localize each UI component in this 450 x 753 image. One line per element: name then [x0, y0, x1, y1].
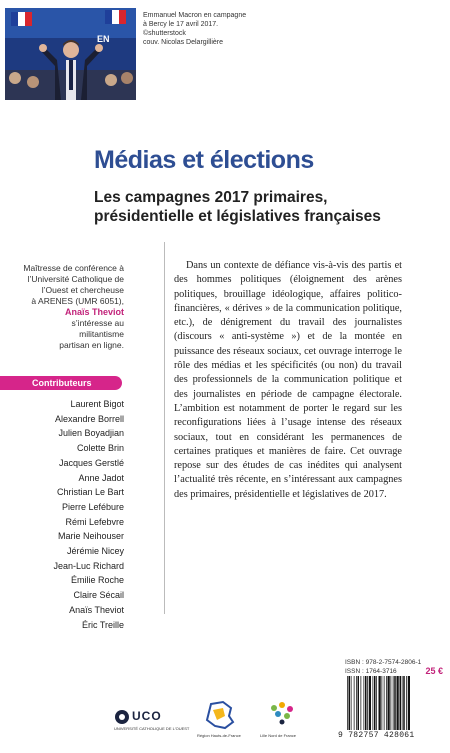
region-map-icon: [197, 700, 241, 732]
book-subtitle: [94, 188, 381, 226]
macron-photo-illustration: [5, 8, 136, 100]
lille-comue-logo: [258, 700, 308, 740]
contributor-name: Colette Brin: [76, 443, 124, 454]
tree-dots-icon: [258, 700, 308, 732]
contributor-name: Christian Le Bart: [56, 487, 124, 498]
barcode-graphic: [345, 676, 437, 730]
contributor-name: Éric Treille: [81, 619, 124, 630]
contributor-name: Laurent Bigot: [70, 399, 124, 409]
contributor-name: Jérémie Nicey: [66, 546, 124, 557]
caption-line: à Bercy le 17 avril 2017.: [143, 21, 219, 28]
contributor-name: Alexandre Borrell: [54, 413, 124, 424]
barcode-bar: [408, 676, 410, 730]
author-name: Anaïs Theviot: [64, 307, 124, 317]
caption-line: Emmanuel Macron en campagne: [143, 12, 247, 19]
contributor-name: Émilie Roche: [70, 575, 124, 586]
barcode-bar: [402, 676, 403, 730]
contributor-name: Anaïs Theviot: [69, 604, 124, 615]
cover-photo: [5, 8, 136, 100]
barcode-bar: [391, 676, 392, 730]
price-tag: 25 €: [425, 666, 443, 676]
author-bio: [8, 263, 124, 351]
barcode-bar: [358, 676, 360, 730]
contributor-name: Pierre Lefébure: [61, 501, 124, 512]
barcode-bar: [386, 676, 387, 730]
isbn-block: [345, 658, 443, 676]
book-title: Médias et élections: [94, 146, 314, 174]
contributor-name: Jacques Gerstlé: [58, 457, 124, 468]
barcode-digits: 9 782757 428061: [338, 731, 415, 740]
barcode-bar: [364, 676, 365, 730]
isbn-number: ISBN : 978-2-7574-2806-1: [345, 659, 422, 666]
hauts-de-france-logo: [197, 700, 241, 740]
column-divider: [164, 242, 165, 614]
subtitle-line: présidentielle et législatives françaises: [94, 208, 381, 225]
photo-caption: [143, 11, 273, 47]
bio-line: l’Ouest et chercheuse: [41, 285, 124, 295]
barcode-bar: [394, 676, 396, 730]
barcode-bar: [376, 676, 377, 730]
hdf-sub: Région Hauts-de-France: [197, 733, 241, 738]
contributor-name: Claire Sécail: [73, 590, 124, 601]
barcode-bar: [351, 676, 352, 730]
bio-line: partisan en ligne.: [59, 340, 124, 350]
summary-paragraph: Dans un contexte de défiance vis-à-vis des partis et des hommes politiques (éloignement des arènes politiques, brouillage idéologique, affaires politico-financières, « dérives » de la communication politique, etc.), de dénigrement du travail des journalistes (discours « anti-système ») et de la montée en puissance des réseaux sociaux, cet ouvrage interroge le rôle des médias et les spécificités (ou non) du travail des professionnels de la communication politique et des journalistes en période de campagne électorale. L’ambition est notamment de porter le regard sur les reconfigurations liées à l’usage intense des réseaux sociaux, tout en considérant les permanences de certaines pratiques et manières de faire. Cet ouvrage repose sur des études de cas inédites qui analysent l’actualité très récente, en s’intéressant aux campagnes des primaires, présidentielle et législatives de 2017.: [174, 260, 402, 500]
barcode-bar: [393, 676, 394, 730]
contributor-name: Julien Boyadjian: [58, 428, 124, 439]
caption-line: couv. Nicolas Delargillière: [143, 39, 224, 46]
barcode-bar: [388, 676, 390, 730]
barcode-bar: [354, 676, 355, 730]
barcode-bar: [397, 676, 399, 730]
barcode-bar: [406, 676, 407, 730]
subtitle-line: Les campagnes 2017 primaires,: [94, 189, 328, 206]
bio-line: Maîtresse de conférence à: [23, 263, 124, 273]
barcode-bar: [365, 676, 367, 730]
barcode-bar: [403, 676, 405, 730]
uco-logo: [114, 706, 190, 732]
bio-line: militantisme: [79, 329, 124, 339]
caption-line: ©shutterstock: [143, 30, 186, 37]
bio-line: s’intéresse au: [71, 318, 124, 328]
barcode-bar: [356, 676, 357, 730]
bio-line: à ARENES (UMR 6051),: [31, 296, 124, 306]
barcode-bar: [374, 676, 376, 730]
barcode-bar: [373, 676, 374, 730]
contributors-label: Contributeurs: [32, 378, 92, 388]
barcode-bar: [369, 676, 371, 730]
barcode-bar: [379, 676, 381, 730]
barcode-bar: [382, 676, 383, 730]
lille-sub: Lille Nord de France: [260, 733, 297, 738]
svg-text:EN: EN: [97, 34, 110, 44]
issn-number: ISSN : 1764-3716: [345, 668, 397, 675]
contributor-name: Anne Jadot: [78, 472, 124, 483]
back-cover-summary: [174, 259, 402, 502]
contributor-name: Marie Neihouser: [57, 531, 124, 542]
barcode-bar: [349, 676, 351, 730]
uco-label: UCO: [132, 709, 162, 723]
bio-line: l’Université Catholique de: [27, 274, 124, 284]
contributor-name: Rémi Lefebvre: [65, 516, 124, 527]
barcode-bar: [384, 676, 385, 730]
barcode-bar: [400, 676, 402, 730]
barcode-bar: [361, 676, 362, 730]
contributor-name: Jean-Luc Richard: [53, 560, 124, 571]
contributors-list: [8, 397, 124, 632]
uco-sub: UNIVERSITÉ CATHOLIQUE DE L'OUEST: [114, 726, 190, 731]
barcode-bar: [367, 676, 368, 730]
barcode-bar: [347, 676, 348, 730]
